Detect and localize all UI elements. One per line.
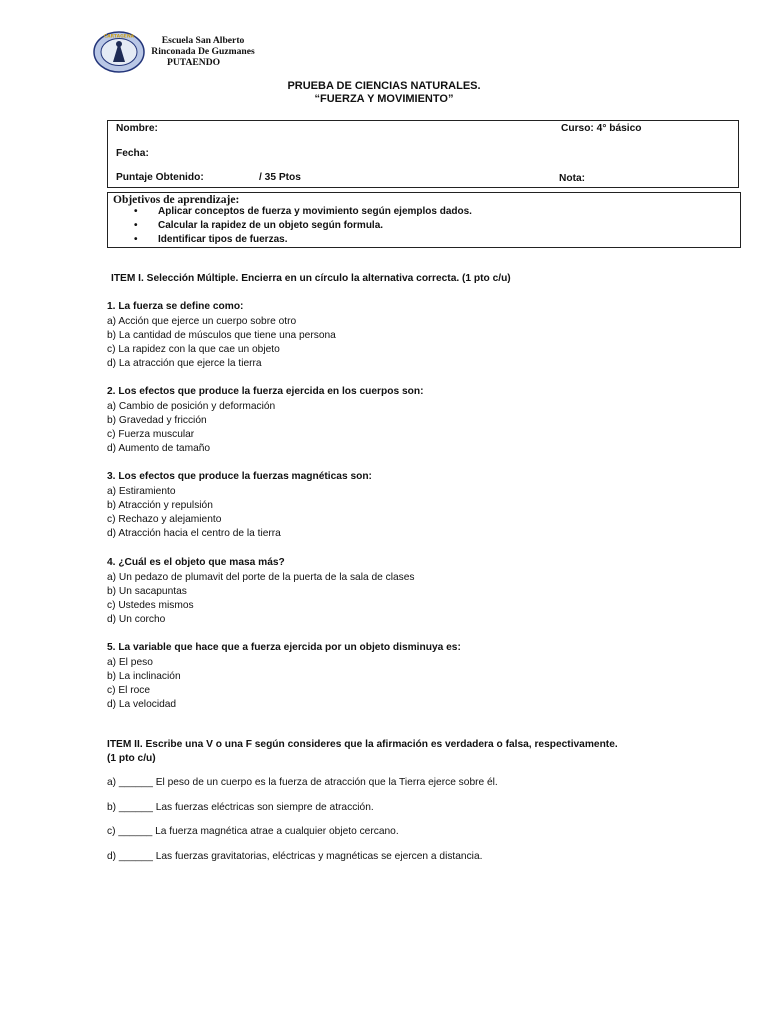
score-label: Puntaje Obtenido: xyxy=(116,172,204,183)
school-logo xyxy=(93,31,145,73)
tf-statement-c[interactable]: c) ______ La fuerza magnética atrae a cualquier objeto cercano. xyxy=(107,826,399,837)
objective-item: • Identificar tipos de fuerzas. xyxy=(134,234,288,245)
grade-label: Nota: xyxy=(559,173,586,184)
option-5d[interactable]: d) La velocidad xyxy=(107,699,177,710)
course-label: Curso: 4° básico xyxy=(561,123,642,134)
option-5a[interactable]: a) El peso xyxy=(107,657,153,668)
logo-text: CARTAGENA xyxy=(103,34,135,40)
question-3: 3. Los efectos que produce la fuerzas magnéticas son: xyxy=(107,471,372,482)
question-5: 5. La variable que hace que a fuerza ejercida por un objeto disminuya es: xyxy=(107,642,461,653)
bullet-icon: • xyxy=(134,220,138,231)
tf-statement-d[interactable]: d) ______ Las fuerzas gravitatorias, eléctricas y magnéticas se ejercen a distancia. xyxy=(107,851,483,862)
bullet-icon: • xyxy=(134,234,138,245)
objectives-title: Objetivos de aprendizaje: xyxy=(113,194,240,206)
option-1d[interactable]: d) La atracción que ejerce la tierra xyxy=(107,358,262,369)
item1-heading: ITEM I. Selección Múltiple. Encierra en un círculo la alternativa correcta. (1 pto c/u) xyxy=(111,273,511,284)
option-5b[interactable]: b) La inclinación xyxy=(107,671,181,682)
test-title: PRUEBA DE CIENCIAS NATURALES. xyxy=(287,80,481,92)
option-4b[interactable]: b) Un sacapuntas xyxy=(107,586,187,597)
total-points: / 35 Ptos xyxy=(259,172,301,183)
school-header xyxy=(140,35,266,68)
tf-statement-b[interactable]: b) ______ Las fuerzas eléctricas son siempre de atracción. xyxy=(107,802,374,813)
test-subtitle: “FUERZA Y MOVIMIENTO” xyxy=(314,93,454,105)
school-location: Rinconada De Guzmanes xyxy=(151,46,255,57)
option-1c[interactable]: c) La rapidez con la que cae un objeto xyxy=(107,344,280,355)
date-label: Fecha: xyxy=(116,148,149,159)
option-3c[interactable]: c) Rechazo y alejamiento xyxy=(107,514,222,525)
option-4c[interactable]: c) Ustedes mismos xyxy=(107,600,194,611)
bullet-icon: • xyxy=(134,206,138,217)
item2-heading: ITEM II. Escribe una V o una F según consideres que la afirmación es verdadera o falsa, respectivamente. xyxy=(107,739,618,750)
option-5c[interactable]: c) El roce xyxy=(107,685,151,696)
option-1b[interactable]: b) La cantidad de músculos que tiene una persona xyxy=(107,330,336,341)
question-4: 4. ¿Cuál es el objeto que masa más? xyxy=(107,557,285,568)
option-2b[interactable]: b) Gravedad y fricción xyxy=(107,415,207,426)
option-4d[interactable]: d) Un corcho xyxy=(107,614,166,625)
student-info-box xyxy=(107,120,739,188)
option-3b[interactable]: b) Atracción y repulsión xyxy=(107,500,213,511)
question-1: 1. La fuerza se define como: xyxy=(107,301,244,312)
item2-points: (1 pto c/u) xyxy=(107,753,156,764)
option-1a[interactable]: a) Acción que ejerce un cuerpo sobre otro xyxy=(107,316,297,327)
objectives-box xyxy=(107,192,741,248)
option-2a[interactable]: a) Cambio de posición y deformación xyxy=(107,401,276,412)
tf-statement-a[interactable]: a) ______ El peso de un cuerpo es la fuerza de atracción que la Tierra ejerce sobre él. xyxy=(107,777,498,788)
question-2: 2. Los efectos que produce la fuerza ejercida en los cuerpos son: xyxy=(107,386,424,397)
name-label: Nombre: xyxy=(116,123,158,134)
option-3a[interactable]: a) Estiramiento xyxy=(107,486,176,497)
objective-item: • Aplicar conceptos de fuerza y movimiento según ejemplos dados. xyxy=(134,206,472,217)
option-2d[interactable]: d) Aumento de tamaño xyxy=(107,443,211,454)
option-2c[interactable]: c) Fuerza muscular xyxy=(107,429,195,440)
school-name: Escuela San Alberto xyxy=(161,35,245,46)
objective-item: • Calcular la rapidez de un objeto según formula. xyxy=(134,220,384,231)
option-3d[interactable]: d) Atracción hacia el centro de la tierra xyxy=(107,528,281,539)
option-4a[interactable]: a) Un pedazo de plumavit del porte de la puerta de la sala de clases xyxy=(107,572,415,583)
school-city: PUTAENDO xyxy=(167,57,221,68)
